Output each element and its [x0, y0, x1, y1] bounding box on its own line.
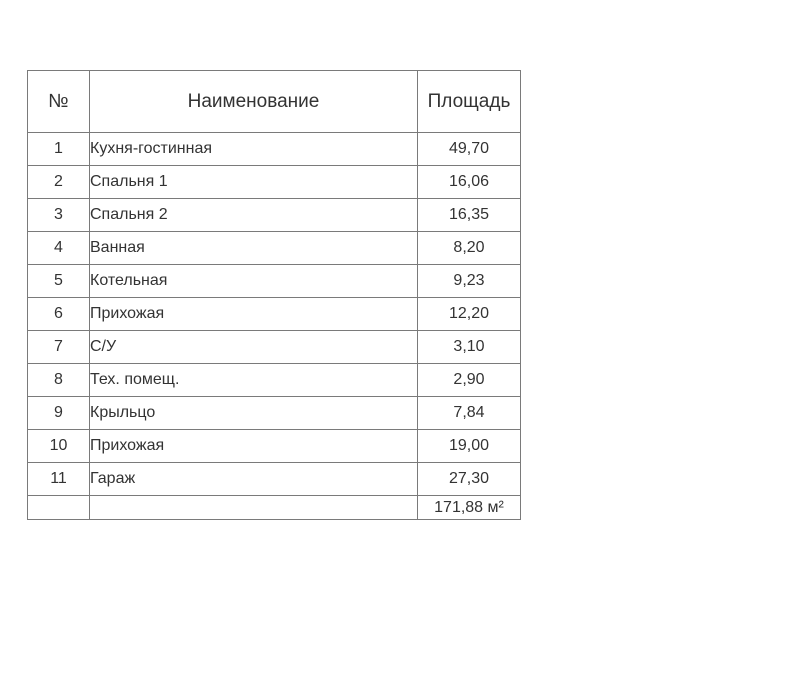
table-row: [28, 199, 521, 232]
row-number: 2: [28, 166, 90, 199]
room-area-table: [27, 70, 521, 520]
row-name: Тех. помещ.: [90, 364, 418, 397]
row-name: Котельная: [90, 265, 418, 298]
row-area: 2,90: [418, 364, 521, 397]
table-row: [28, 166, 521, 199]
row-number: 10: [28, 430, 90, 463]
table-row: [28, 232, 521, 265]
header-number: №: [28, 71, 90, 133]
row-number: 6: [28, 298, 90, 331]
row-name: Прихожая: [90, 430, 418, 463]
table-row: [28, 364, 521, 397]
row-name: Гараж: [90, 463, 418, 496]
table-row: [28, 463, 521, 496]
row-area: 19,00: [418, 430, 521, 463]
table-header-row: [28, 71, 521, 133]
row-number: 8: [28, 364, 90, 397]
table-row: [28, 133, 521, 166]
row-name: Кухня-гостинная: [90, 133, 418, 166]
total-name: [90, 496, 418, 520]
total-area: 171,88 м²: [418, 496, 521, 520]
table-row: [28, 265, 521, 298]
row-area: 27,30: [418, 463, 521, 496]
row-name: Прихожая: [90, 298, 418, 331]
total-number: [28, 496, 90, 520]
row-area: 12,20: [418, 298, 521, 331]
table-row: [28, 331, 521, 364]
row-number: 9: [28, 397, 90, 430]
total-row: [28, 496, 521, 520]
row-name: С/У: [90, 331, 418, 364]
row-area: 8,20: [418, 232, 521, 265]
row-area: 16,35: [418, 199, 521, 232]
row-number: 7: [28, 331, 90, 364]
row-area: 49,70: [418, 133, 521, 166]
row-name: Спальня 2: [90, 199, 418, 232]
row-number: 11: [28, 463, 90, 496]
row-area: 3,10: [418, 331, 521, 364]
row-name: Спальня 1: [90, 166, 418, 199]
header-name: Наименование: [90, 71, 418, 133]
row-number: 5: [28, 265, 90, 298]
row-number: 4: [28, 232, 90, 265]
row-area: 7,84: [418, 397, 521, 430]
row-area: 16,06: [418, 166, 521, 199]
row-number: 3: [28, 199, 90, 232]
row-number: 1: [28, 133, 90, 166]
table-row: [28, 430, 521, 463]
header-area: Площадь: [418, 71, 521, 133]
table-row: [28, 298, 521, 331]
row-name: Ванная: [90, 232, 418, 265]
row-area: 9,23: [418, 265, 521, 298]
table-row: [28, 397, 521, 430]
row-name: Крыльцо: [90, 397, 418, 430]
